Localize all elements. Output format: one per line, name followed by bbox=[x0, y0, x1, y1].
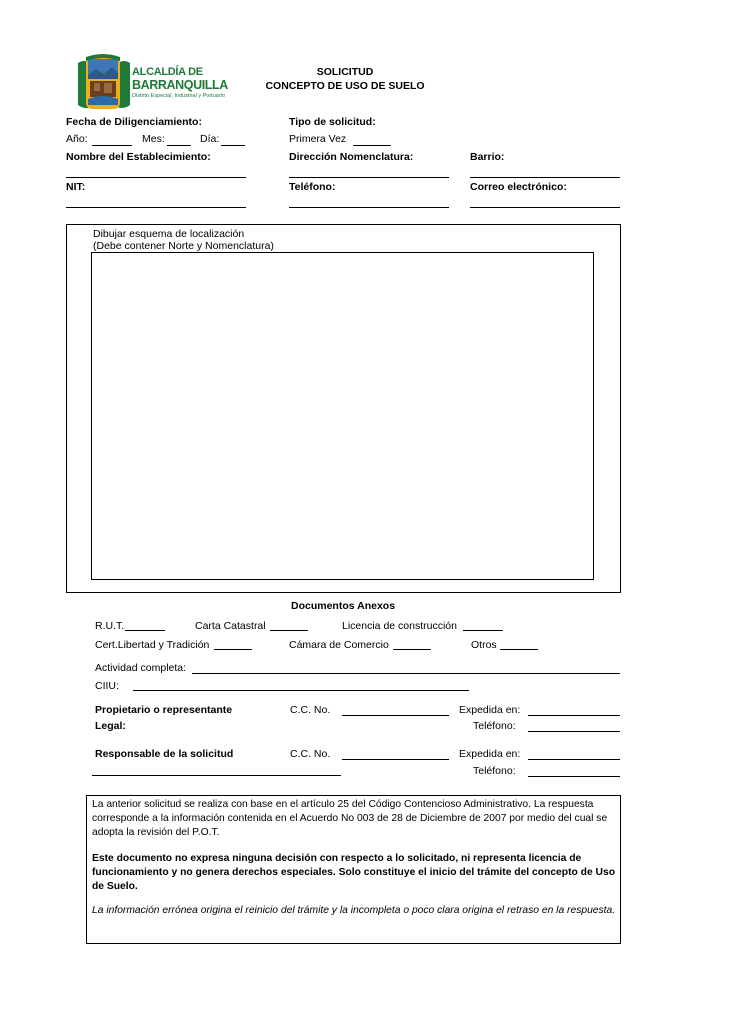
doc-title-line2: CONCEPTO DE USO DE SUELO bbox=[265, 80, 425, 92]
camara-comercio-field[interactable] bbox=[393, 649, 431, 650]
propietario-expedida-label: Expedida en: bbox=[459, 704, 521, 716]
otros-label: Otros bbox=[471, 639, 497, 651]
nit-label: NIT: bbox=[66, 181, 86, 193]
responsable-telefono-label: Teléfono: bbox=[473, 765, 516, 777]
mes-field[interactable] bbox=[167, 145, 191, 146]
correo-label: Correo electrónico: bbox=[470, 181, 567, 193]
carta-catastral-field[interactable] bbox=[270, 630, 308, 631]
rut-field[interactable] bbox=[125, 630, 165, 631]
responsable-cc-label: C.C. No. bbox=[290, 748, 331, 760]
anio-field[interactable] bbox=[92, 145, 132, 146]
primera-vez-field[interactable] bbox=[353, 145, 391, 146]
propietario-telefono-field[interactable] bbox=[528, 731, 620, 732]
responsable-name-field[interactable] bbox=[92, 775, 341, 776]
sketch-drawing-area[interactable] bbox=[91, 252, 594, 580]
correo-field[interactable] bbox=[470, 207, 620, 208]
doc-title-line1: SOLICITUD bbox=[316, 66, 374, 78]
nit-field[interactable] bbox=[66, 207, 246, 208]
actividad-label: Actividad completa: bbox=[95, 662, 187, 674]
otros-field[interactable] bbox=[500, 649, 538, 650]
nombre-establecimiento-field[interactable] bbox=[66, 177, 246, 178]
notice-paragraph-3: La información errónea origina el reinicio del trámite y la incompleta o poco clara origina el retraso en la respuesta. bbox=[92, 905, 616, 916]
mes-label: Mes: bbox=[142, 133, 165, 145]
ciiu-field[interactable] bbox=[133, 690, 469, 691]
propietario-label: Propietario o representante bbox=[95, 704, 233, 716]
rut-label: R.U.T. bbox=[95, 620, 125, 632]
responsable-label: Responsable de la solicitud bbox=[95, 748, 234, 760]
cert-libertad-field[interactable] bbox=[214, 649, 252, 650]
licencia-label: Licencia de construcción bbox=[342, 620, 457, 632]
dia-label: Día: bbox=[200, 133, 220, 145]
logo-text-line3: Distrito Especial, Industrial y Portuario bbox=[132, 93, 225, 99]
primera-vez-label: Primera Vez bbox=[289, 133, 347, 145]
sketch-instruction-2: (Debe contener Norte y Nomenclatura) bbox=[93, 240, 274, 252]
barrio-field[interactable] bbox=[470, 177, 620, 178]
carta-catastral-label: Carta Catastral bbox=[195, 620, 266, 632]
anexos-title: Documentos Anexos bbox=[291, 600, 396, 612]
propietario-cc-label: C.C. No. bbox=[290, 704, 331, 716]
telefono-label: Teléfono: bbox=[289, 181, 336, 193]
actividad-field[interactable] bbox=[192, 673, 620, 674]
notice-paragraph-1: La anterior solicitud se realiza con base en el artículo 25 del Código Contencioso Administrativo. La respuesta corresponde a la información contenida en el Acuerdo No 003 de 28 de Diciembre de 2007 por medio del cual se adopta la revisión del P.O.T. bbox=[92, 799, 608, 838]
logo-text-line1: ALCALDÍA DE bbox=[132, 66, 203, 78]
notice-paragraph-2: Este documento no expresa ninguna decisión con respecto a lo solicitado, ni representa licencia de funcionamiento y no genera derechos especiales. Solo constituye el inicio del trámite del concepto de Uso de Suelo. bbox=[92, 853, 615, 892]
responsable-expedida-field[interactable] bbox=[528, 759, 620, 760]
responsable-expedida-label: Expedida en: bbox=[459, 748, 521, 760]
responsable-telefono-field[interactable] bbox=[528, 776, 620, 777]
fecha-label: Fecha de Diligenciamiento: bbox=[66, 116, 202, 128]
propietario-cc-field[interactable] bbox=[342, 715, 449, 716]
camara-comercio-label: Cámara de Comercio bbox=[289, 639, 389, 651]
propietario-legal-label: Legal: bbox=[95, 720, 126, 732]
propietario-expedida-field[interactable] bbox=[528, 715, 620, 716]
barrio-label: Barrio: bbox=[470, 151, 505, 163]
responsable-cc-field[interactable] bbox=[342, 759, 449, 760]
telefono-field[interactable] bbox=[289, 207, 449, 208]
direccion-label: Dirección Nomenclatura: bbox=[289, 151, 414, 163]
direccion-field[interactable] bbox=[289, 177, 449, 178]
licencia-field[interactable] bbox=[463, 630, 503, 631]
anio-label: Año: bbox=[66, 133, 88, 145]
cert-libertad-label: Cert.Libertad y Tradición bbox=[95, 639, 210, 651]
logo-text-line2: BARRANQUILLA bbox=[132, 78, 228, 92]
tipo-solicitud-label: Tipo de solicitud: bbox=[289, 116, 376, 128]
ciiu-label: CIIU: bbox=[95, 680, 119, 692]
dia-field[interactable] bbox=[221, 145, 245, 146]
propietario-telefono-label: Teléfono: bbox=[473, 720, 516, 732]
nombre-establecimiento-label: Nombre del Establecimiento: bbox=[66, 151, 211, 163]
sketch-instruction-1: Dibujar esquema de localización bbox=[93, 228, 245, 240]
